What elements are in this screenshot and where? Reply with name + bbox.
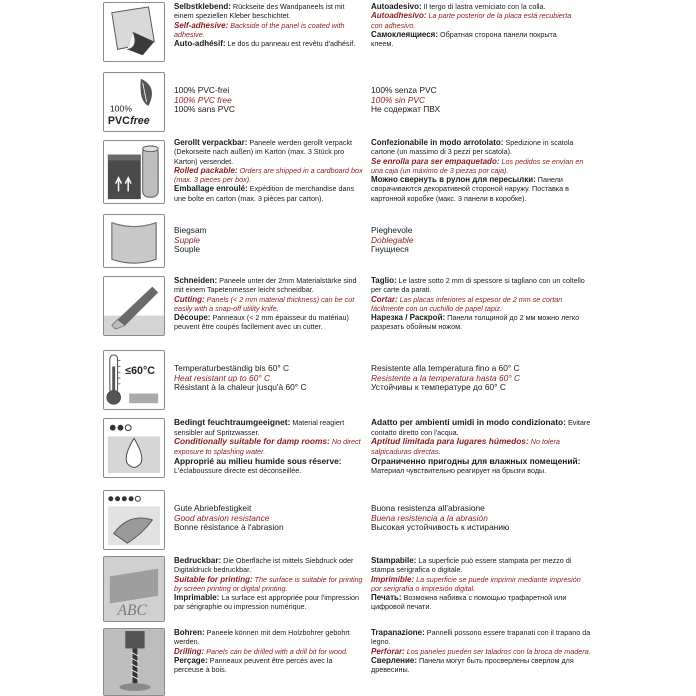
text-pvc-free-it: 100% senza PVC bbox=[371, 86, 437, 95]
pvc-free-icon bbox=[103, 72, 165, 132]
text-drilling-ru: Сверление: Панели могут быть просверлены сверлом для древесины. bbox=[371, 655, 574, 675]
text-cutting-ru: Нарезка / Раскрой: Панели толщиной до 2 мм можно легко разрезать обойным ножом. bbox=[371, 313, 580, 332]
text-self-adhesive-fr: Auto-adhésif: Le dos du panneau est revêtu d'adhésif. bbox=[174, 39, 356, 49]
text-rolled-ru: Можно свернуть в рулон для пересылки: Панели сворачиваются декоративной стороной наружу. Поставка в картонной коробке (макс. 3 панели в коробке). bbox=[371, 175, 569, 203]
text-damp-fr: Approprié au milieu humide sous réserve: L'éclaboussure directe est déconseillée. bbox=[174, 456, 342, 476]
text-self-adhesive-ru: Самоклеящиеся: Обратная сторона панели покрыта клеем. bbox=[371, 29, 557, 49]
text-self-adhesive-es: Autoadhesivo: La parte posterior de la placa está recubierta con adhesivo. bbox=[371, 11, 572, 30]
text-heat-it: Resistente alla temperatura fino a 60° C bbox=[371, 364, 520, 373]
text-rolled-en: Rolled packable: Orders are shipped in a cardboard box (max. 3 pieces per box). bbox=[174, 165, 363, 185]
printable-letters: ABC bbox=[117, 602, 147, 620]
text-printable-it: Stampabile: La superficie può essere stampata per mezzo di stampa serigrafica o digitale. bbox=[371, 556, 572, 575]
text-damp-es: Aptitud limitada para lugares húmedos: No tolera salpicaduras directas. bbox=[371, 437, 560, 456]
text-heat-es: Resistente a la temperatura hasta 60° C bbox=[371, 373, 521, 383]
text-heat-de: Temperaturbeständig bis 60° C bbox=[174, 364, 290, 373]
printable-icon bbox=[103, 556, 165, 622]
text-flexible-fr: Souple bbox=[174, 245, 201, 255]
text-abrasion-es: Buena resistencia a la abrasión bbox=[371, 513, 488, 523]
cutting-knife-icon bbox=[103, 276, 165, 336]
text-cutting-en: Cutting: Panels (< 2 mm material thickness) can be cut easily with a snap-off utility knife. bbox=[174, 294, 355, 313]
text-cutting-de: Schneiden: Paneele unter der 2mm Materialstärke sind mit einem Tapetenmesser leicht schneidbar. bbox=[174, 276, 357, 295]
text-self-adhesive-de: Selbstklebend: Rückseite des Wandpaneels ist mit einem speziellen Kleber beschichtet. bbox=[174, 2, 345, 21]
text-printable-ru: Печать: Возможна набивка с помощью трафаретной или цифровой печати. bbox=[371, 593, 567, 612]
abrasion-cloth-icon bbox=[103, 490, 165, 550]
text-damp-ru: Ограниченно пригодны для влажных помещений: Материал чувствительно реагирует на брызги воды. bbox=[371, 456, 581, 476]
text-abrasion-fr: Bonne résistance à l'abrasion bbox=[174, 523, 284, 533]
text-cutting-fr: Découpe: Panneaux (< 2 mm épaisseur du matériau) peuvent être coupés facilement avec un cutter. bbox=[174, 313, 349, 332]
text-self-adhesive-it: Autoadesivo: Il tergo di lastra verniciato con la colla. bbox=[371, 2, 546, 11]
text-abrasion-it: Buona resistenza all'abrasione bbox=[371, 504, 485, 513]
text-flexible-de: Biegsam bbox=[174, 226, 207, 235]
flexible-panel-icon bbox=[103, 214, 165, 268]
pvc-free-percent: 100% bbox=[109, 103, 133, 114]
drill-icon bbox=[103, 628, 165, 696]
text-drilling-es: Perforar: Los paneles pueden ser taladros con la broca de madera. bbox=[371, 646, 591, 656]
text-flexible-en: Supple bbox=[174, 235, 201, 245]
temp-limit-label: ≤60°C bbox=[125, 365, 155, 378]
text-abrasion-ru: Высокая устойчивость к истиранию bbox=[371, 523, 510, 533]
text-damp-en: Conditionally suitable for damp rooms: No direct exposure to splashing water. bbox=[174, 437, 361, 456]
text-drilling-it: Trapanazione: Pannelli possono essere trapanati con il trapano da legno. bbox=[371, 628, 591, 647]
text-pvc-free-en: 100% PVC free bbox=[174, 95, 232, 105]
self-adhesive-icon bbox=[103, 2, 165, 62]
text-heat-ru: Устойчивы к температуре до 60° C bbox=[371, 383, 506, 393]
pvc-free-word: free bbox=[130, 115, 150, 128]
text-rolled-fr: Emballage enroulé: Expédition de merchandise dans une boîte en carton (max. 3 pièces par carton). bbox=[174, 184, 355, 203]
text-damp-it: Adatto per ambienti umidi in modo condizionato: Evitare contatto diretto con l'acqua. bbox=[371, 418, 591, 437]
text-flexible-es: Doblegable bbox=[371, 235, 414, 245]
text-printable-es: Imprimible: La superficie se puede imprimir mediante impresión por serigrafía o impresión digital. bbox=[371, 574, 581, 593]
text-drilling-en: Drilling: Panels can be drilled with a drill bit for wood. bbox=[174, 646, 349, 656]
text-rolled-de: Gerollt verpackbar: Paneele werden gerollt verpackt (Dekorseite nach außen) im Karton (max. 3 Stück pro Karton) versendet. bbox=[174, 138, 353, 166]
text-abrasion-en: Good abrasion resistance bbox=[174, 513, 270, 523]
text-pvc-free-ru: Не содержат ПВХ bbox=[371, 105, 441, 115]
text-rolled-it: Confezionabile in modo arrotolato: Spedizione in scatola cartone (un massimo di 3 pezzi per scatola). bbox=[371, 138, 574, 157]
rolled-package-icon bbox=[103, 140, 165, 204]
text-flexible-it: Pieghevole bbox=[371, 226, 413, 235]
text-flexible-ru: Гнущиеся bbox=[371, 245, 409, 255]
text-cutting-es: Cortar: Las placas inferiores al espesor de 2 mm se cortan fácilmente con un cuchillo de papel tapiz. bbox=[371, 294, 563, 313]
text-abrasion-de: Gute Abriebfestigkeit bbox=[174, 504, 252, 513]
text-printable-de: Bedruckbar: Die Oberfläche ist mittels Siebdruck oder Digitaldruck bedruckbar. bbox=[174, 556, 354, 575]
text-pvc-free-es: 100% sin PVC bbox=[371, 95, 425, 105]
text-rolled-es: Se enrolla para ser empaquetado: Los pedidos se envían en una caja (un máximo de 3 piezas por caja). bbox=[371, 156, 584, 175]
text-printable-en: Suitable for printing: The surface is suitable for printing by screen printing or digital printing. bbox=[174, 574, 363, 593]
pvc-free-brand: PVC bbox=[107, 115, 130, 128]
text-heat-fr: Résistant à la chaleur jusqu'à 60° C bbox=[174, 383, 307, 393]
text-drilling-fr: Perçage: Panneaux peuvent être percés avec la perceuse à bois. bbox=[174, 655, 333, 675]
thermometer-icon bbox=[103, 350, 165, 410]
text-printable-fr: Imprimable: La surface est appropriée pour l'impression par sérigraphie ou impression numérique. bbox=[174, 593, 359, 612]
text-cutting-it: Taglio: Le lastre sotto 2 mm di spessore si tagliano con un coltello per carte da parati. bbox=[371, 276, 585, 295]
text-self-adhesive-en: Self-adhesive: Backside of the panel is coated with adhesive. bbox=[174, 20, 345, 39]
text-pvc-free-fr: 100% sans PVC bbox=[174, 105, 235, 115]
text-pvc-free-de: 100% PVC-frei bbox=[174, 86, 230, 95]
text-drilling-de: Bohren: Paneele können mit dem Holzbohrer gebohrt werden. bbox=[174, 628, 350, 647]
text-damp-de: Bedingt feuchtraumgeeignet: Material reagiert sensibler auf Spritzwasser. bbox=[174, 418, 345, 437]
water-drop-icon bbox=[103, 418, 165, 478]
text-heat-en: Heat resistant up to 60° C bbox=[174, 373, 270, 383]
